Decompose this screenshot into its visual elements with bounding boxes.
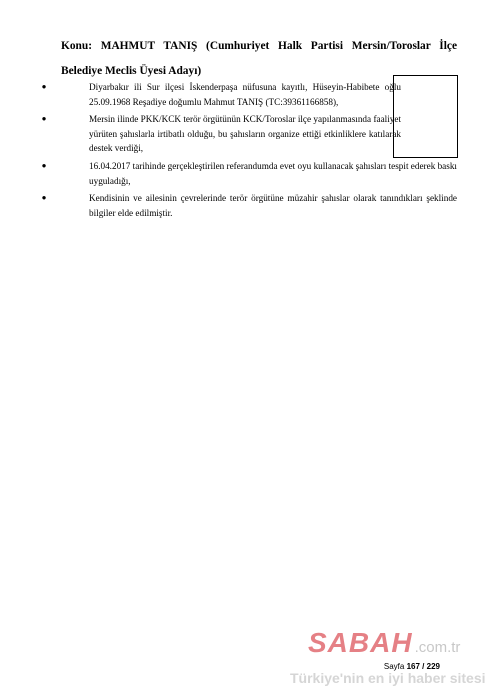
- list-item: [39, 112, 401, 156]
- list-item: [39, 80, 401, 109]
- page-label: Sayfa: [383, 662, 405, 671]
- bullet-icon: ●: [41, 160, 47, 170]
- bullet-icon: ●: [41, 82, 47, 91]
- page-current: 167: [406, 662, 420, 671]
- list-item-text: Mersin ilinde PKK/KCK terör örgütünün KCK/Toroslar ilçe yapılanmasında faaliyet yürüten şahıslarla irtibatlı olduğu, bu şahısların organize ettiği etkinliklere katılarak destek verdiği,: [89, 114, 401, 154]
- bullet-icon: ●: [41, 114, 47, 124]
- list-item: [39, 159, 457, 188]
- watermark-domain: .com.tr: [414, 639, 461, 656]
- list-item-text: Kendisinin ve ailesinin çevrelerinde terör örgütüne müzahir şahıslar olarak tanındıkları şeklinde bilgiler elde edilmiştir.: [89, 193, 457, 218]
- list-item-text: Diyarbakır ili Sur ilçesi İskenderpaşa nüfusuna kayıtlı, Hüseyin-Habibete oğlu 25.09.1968 Reşadiye doğumlu Mahmut TANIŞ (TC:39361166858),: [89, 82, 401, 107]
- findings-list: [39, 80, 457, 220]
- list-item-text: 16.04.2017 tarihinde gerçekleştirilen referandumda evet oyu kullanacak şahısları tespit ederek baskı uyguladığı,: [89, 160, 457, 186]
- watermark-logo: [308, 628, 471, 658]
- list-item: [39, 191, 457, 220]
- page-total: 229: [426, 662, 440, 671]
- page-separator: /: [422, 662, 425, 671]
- bullet-icon: ●: [41, 193, 47, 203]
- watermark-brand: SABAH: [308, 627, 413, 658]
- subject-heading: Konu: MAHMUT TANIŞ (Cumhuriyet Halk Partisi Mersin/Toroslar İlçe Belediye Meclis Üyesi Adayı): [61, 40, 457, 77]
- watermark-tagline: Türkiye'nin en iyi haber sitesi: [290, 670, 486, 686]
